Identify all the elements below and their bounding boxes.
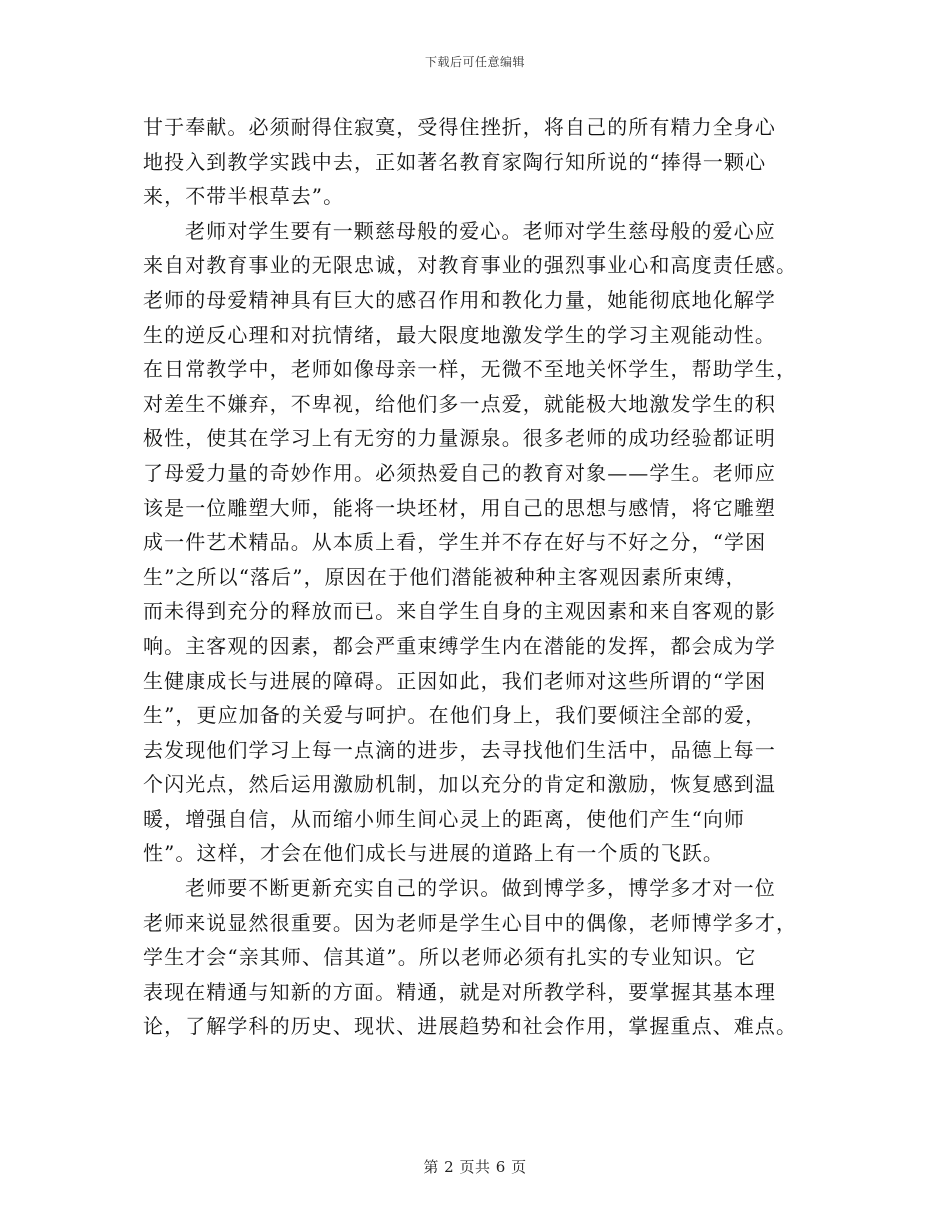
page-header: 下载后可任意编辑 xyxy=(424,55,525,69)
text-line: 该是一位雕塑大师，能将一块坯材，用自己的思想与感情，将它雕塑 xyxy=(143,495,776,520)
text-line: 来自对教育事业的无限忠诚，对教育事业的强烈事业心和高度责任感。 xyxy=(143,253,798,278)
text-line: 去发现他们学习上每一点滴的进步，去寻找他们生活中，品德上每一 xyxy=(143,737,776,762)
text-line: 生”之所以“落后”，原因在于他们潜能被种种主客观因素所束缚， xyxy=(143,564,747,589)
text-line: 而未得到充分的释放而已。来自学生自身的主观因素和来自客观的影 xyxy=(143,599,776,624)
page-footer: 第 2 页共 6 页 xyxy=(423,1158,527,1176)
text-line: 个闪光点，然后运用激励机制，加以充分的肯定和激励，恢复感到温 xyxy=(143,772,776,797)
text-line: 来，不带半根草去”。 xyxy=(143,184,345,209)
text-line: 生”，更应加备的关爱与呵护。在他们身上，我们要倾注全部的爱， xyxy=(143,703,767,728)
text-line: 对差生不嫌弃，不卑视，给他们多一点爱，就能极大地激发学生的积 xyxy=(143,391,776,416)
text-line: 论，了解学科的历史、现状、进展趋势和社会作用，掌握重点、难点。 xyxy=(143,1014,798,1039)
text-line: 了母爱力量的奇妙作用。必须热爱自己的教育对象——学生。老师应 xyxy=(143,460,776,485)
text-line: 地投入到教学实践中去，正如著名教育家陶行知所说的“捧得一颗心 xyxy=(143,149,767,174)
text-line: 学生才会“亲其师、信其道”。所以老师必须有扎实的专业知识。它 xyxy=(143,945,757,970)
document-body xyxy=(143,110,815,1044)
text-line: 老师对学生要有一颗慈母般的爱心。老师对学生慈母般的爱心应 xyxy=(185,218,776,243)
text-line: 老师要不断更新充实自己的学识。做到博学多，博学多才对一位 xyxy=(185,876,776,901)
text-line: 极性，使其在学习上有无穷的力量源泉。很多老师的成功经验都证明 xyxy=(143,426,776,451)
text-line: 甘于奉献。必须耐得住寂寞，受得住挫折，将自己的所有精力全身心 xyxy=(143,115,776,139)
text-line: 老师来说显然很重要。因为老师是学生心目中的偶像，老师博学多才， xyxy=(143,910,798,935)
text-line: 暖，增强自信，从而缩小师生间心灵上的距离，使他们产生“向师 xyxy=(143,806,746,831)
text-line: 老师的母爱精神具有巨大的感召作用和教化力量，她能彻底地化解学 xyxy=(143,287,776,312)
text-line: 成一件艺术精品。从本质上看，学生并不存在好与不好之分，“学困 xyxy=(143,530,767,555)
text-line: 响。主客观的因素，都会严重束缚学生内在潜能的发挥，都会成为学 xyxy=(143,633,776,658)
text-line: 在日常教学中，老师如像母亲一样，无微不至地关怀学生，帮助学生， xyxy=(143,357,798,382)
text-line: 生的逆反心理和对抗情绪，最大限度地激发学生的学习主观能动性。 xyxy=(143,322,776,347)
text-line: 性”。这样，才会在他们成长与进展的道路上有一个质的飞跃。 xyxy=(143,841,725,866)
text-line: 表现在精通与知新的方面。精通，就是对所教学科，要掌握其基本理 xyxy=(143,979,776,1004)
text-line: 生健康成长与进展的障碍。正因如此，我们老师对这些所谓的“学困 xyxy=(143,668,767,693)
